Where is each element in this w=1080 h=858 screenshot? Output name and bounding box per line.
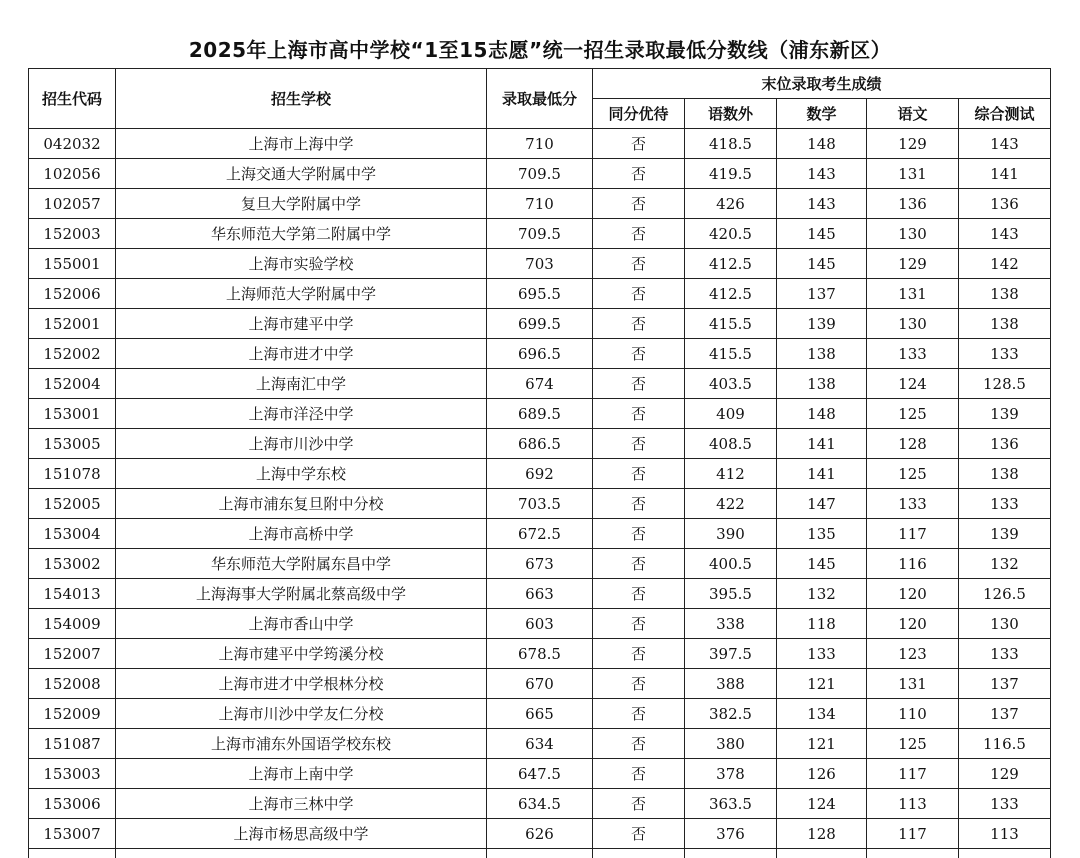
cell-min-score: 703.5 xyxy=(487,489,593,519)
cell-math: 137 xyxy=(777,279,867,309)
cell-tie-priority: 否 xyxy=(593,729,685,759)
cell-tie-priority: 否 xyxy=(593,129,685,159)
cell-chinese-math-english: 382.5 xyxy=(685,699,777,729)
cell-chinese: 125 xyxy=(867,399,959,429)
header-math: 数学 xyxy=(777,99,867,129)
table-row xyxy=(29,189,1051,219)
table-row xyxy=(29,219,1051,249)
cell-comprehensive: 142 xyxy=(959,249,1051,279)
cell-chinese-math-english: 422 xyxy=(685,489,777,519)
cell-school: 上海海事大学附属北蔡高级中学 xyxy=(116,579,487,609)
cell-comprehensive: 130 xyxy=(959,609,1051,639)
cell-math: 147 xyxy=(777,489,867,519)
cell-code: 152008 xyxy=(29,669,116,699)
cell-code: 102057 xyxy=(29,189,116,219)
cell-chinese-math-english: 412 xyxy=(685,459,777,489)
header-chinese: 语文 xyxy=(867,99,959,129)
cell-math: 145 xyxy=(777,549,867,579)
cell-math: 145 xyxy=(777,219,867,249)
header-tie-priority: 同分优待 xyxy=(593,99,685,129)
cell-comprehensive: 143 xyxy=(959,129,1051,159)
cell-chinese: 120 xyxy=(867,609,959,639)
cell-code: 042032 xyxy=(29,129,116,159)
cell-school: 华东师范大学附属东昌中学 xyxy=(116,549,487,579)
header-min-score: 录取最低分 xyxy=(487,69,593,129)
cell-tie-priority: 否 xyxy=(593,669,685,699)
cell-code: 102056 xyxy=(29,159,116,189)
cell-chinese-math-english: 418.5 xyxy=(685,129,777,159)
cell-code: 152004 xyxy=(29,369,116,399)
header-school: 招生学校 xyxy=(116,69,487,129)
cell-school: 上海市浦东复旦附中分校 xyxy=(116,489,487,519)
cell-code: 154009 xyxy=(29,609,116,639)
cell-school: 上海市香山中学 xyxy=(116,609,487,639)
cell-math: 118 xyxy=(777,609,867,639)
cell-chinese: 129 xyxy=(867,249,959,279)
cell-chinese-math-english: 426 xyxy=(685,189,777,219)
cell-school: 上海南汇中学 xyxy=(116,369,487,399)
cell-min-score: 689.5 xyxy=(487,399,593,429)
table-row xyxy=(29,159,1051,189)
cell-code: 153004 xyxy=(29,519,116,549)
cell-min-score: 678.5 xyxy=(487,639,593,669)
cell-chinese-math-english: 380 xyxy=(685,729,777,759)
cell-chinese-math-english: 395.5 xyxy=(685,579,777,609)
cell-tie-priority: 否 xyxy=(593,369,685,399)
cell-tie-priority: 否 xyxy=(593,819,685,849)
cell-math: 121 xyxy=(777,729,867,759)
table-row xyxy=(29,129,1051,159)
cell-math: 133 xyxy=(777,639,867,669)
cell-comprehensive: 133 xyxy=(959,339,1051,369)
cell-min-score: 634 xyxy=(487,729,593,759)
cell-chinese-math-english: 378 xyxy=(685,759,777,789)
header-comprehensive: 综合测试 xyxy=(959,99,1051,129)
cell-empty xyxy=(29,849,116,858)
cell-school: 上海市上海中学 xyxy=(116,129,487,159)
cell-chinese-math-english: 412.5 xyxy=(685,279,777,309)
cell-tie-priority: 否 xyxy=(593,279,685,309)
cell-empty xyxy=(487,849,593,858)
cell-min-score: 663 xyxy=(487,579,593,609)
cell-empty xyxy=(116,849,487,858)
cell-comprehensive: 113 xyxy=(959,819,1051,849)
cell-chinese-math-english: 363.5 xyxy=(685,789,777,819)
cell-chinese-math-english: 400.5 xyxy=(685,549,777,579)
table-row xyxy=(29,339,1051,369)
table-row xyxy=(29,489,1051,519)
cell-comprehensive: 129 xyxy=(959,759,1051,789)
cell-comprehensive: 137 xyxy=(959,669,1051,699)
cell-code: 151078 xyxy=(29,459,116,489)
cell-min-score: 626 xyxy=(487,819,593,849)
cell-tie-priority: 否 xyxy=(593,639,685,669)
cell-chinese: 129 xyxy=(867,129,959,159)
cell-code: 153002 xyxy=(29,549,116,579)
cell-min-score: 692 xyxy=(487,459,593,489)
cell-min-score: 670 xyxy=(487,669,593,699)
cell-comprehensive: 138 xyxy=(959,459,1051,489)
cell-school: 上海交通大学附属中学 xyxy=(116,159,487,189)
header-code: 招生代码 xyxy=(29,69,116,129)
cell-math: 145 xyxy=(777,249,867,279)
cell-tie-priority: 否 xyxy=(593,549,685,579)
cell-math: 138 xyxy=(777,339,867,369)
cell-school: 上海师范大学附属中学 xyxy=(116,279,487,309)
cell-school: 上海市高桥中学 xyxy=(116,519,487,549)
cell-code: 155001 xyxy=(29,249,116,279)
table-row-partial xyxy=(29,849,1051,858)
cell-school: 上海市川沙中学友仁分校 xyxy=(116,699,487,729)
cell-chinese: 130 xyxy=(867,309,959,339)
cell-chinese: 131 xyxy=(867,159,959,189)
cell-comprehensive: 136 xyxy=(959,429,1051,459)
cell-chinese: 128 xyxy=(867,429,959,459)
cell-code: 151087 xyxy=(29,729,116,759)
cell-chinese: 113 xyxy=(867,789,959,819)
cell-min-score: 709.5 xyxy=(487,159,593,189)
cell-chinese-math-english: 415.5 xyxy=(685,309,777,339)
cell-code: 152001 xyxy=(29,309,116,339)
cell-min-score: 647.5 xyxy=(487,759,593,789)
cell-school: 上海市上南中学 xyxy=(116,759,487,789)
cell-chinese: 116 xyxy=(867,549,959,579)
cell-min-score: 603 xyxy=(487,609,593,639)
cell-school: 复旦大学附属中学 xyxy=(116,189,487,219)
cell-tie-priority: 否 xyxy=(593,699,685,729)
cell-math: 143 xyxy=(777,159,867,189)
cell-math: 138 xyxy=(777,369,867,399)
cell-min-score: 709.5 xyxy=(487,219,593,249)
cell-min-score: 634.5 xyxy=(487,789,593,819)
cell-tie-priority: 否 xyxy=(593,759,685,789)
table-row xyxy=(29,579,1051,609)
cell-tie-priority: 否 xyxy=(593,189,685,219)
cell-empty xyxy=(777,849,867,858)
cell-math: 124 xyxy=(777,789,867,819)
cell-min-score: 703 xyxy=(487,249,593,279)
cell-math: 143 xyxy=(777,189,867,219)
cell-chinese-math-english: 388 xyxy=(685,669,777,699)
cell-empty xyxy=(867,849,959,858)
cell-code: 152005 xyxy=(29,489,116,519)
cell-chinese: 125 xyxy=(867,459,959,489)
cell-chinese: 117 xyxy=(867,759,959,789)
cell-school: 上海市川沙中学 xyxy=(116,429,487,459)
cell-chinese: 131 xyxy=(867,279,959,309)
cell-tie-priority: 否 xyxy=(593,339,685,369)
cell-empty xyxy=(685,849,777,858)
cell-math: 135 xyxy=(777,519,867,549)
table-row xyxy=(29,699,1051,729)
cell-chinese-math-english: 412.5 xyxy=(685,249,777,279)
cell-chinese: 131 xyxy=(867,669,959,699)
table-row xyxy=(29,309,1051,339)
cell-school: 上海市三林中学 xyxy=(116,789,487,819)
cell-school: 上海市洋泾中学 xyxy=(116,399,487,429)
cell-tie-priority: 否 xyxy=(593,579,685,609)
table-body xyxy=(29,129,1051,858)
cell-school: 上海中学东校 xyxy=(116,459,487,489)
cell-school: 上海市进才中学根林分校 xyxy=(116,669,487,699)
cell-code: 153007 xyxy=(29,819,116,849)
cell-school: 上海市杨思高级中学 xyxy=(116,819,487,849)
cell-comprehensive: 139 xyxy=(959,399,1051,429)
cell-tie-priority: 否 xyxy=(593,219,685,249)
table-row xyxy=(29,369,1051,399)
cell-chinese: 133 xyxy=(867,489,959,519)
cell-chinese-math-english: 408.5 xyxy=(685,429,777,459)
cell-code: 153003 xyxy=(29,759,116,789)
cell-school: 上海市进才中学 xyxy=(116,339,487,369)
cell-school: 上海市建平中学筠溪分校 xyxy=(116,639,487,669)
document-title: 2025年上海市高中学校“1至15志愿”统一招生录取最低分数线（浦东新区） xyxy=(188,38,892,62)
table-row xyxy=(29,759,1051,789)
cell-min-score: 672.5 xyxy=(487,519,593,549)
cell-comprehensive: 132 xyxy=(959,549,1051,579)
table-row xyxy=(29,459,1051,489)
cell-min-score: 695.5 xyxy=(487,279,593,309)
cell-min-score: 710 xyxy=(487,189,593,219)
cell-code: 152003 xyxy=(29,219,116,249)
cell-tie-priority: 否 xyxy=(593,459,685,489)
cell-school: 上海市实验学校 xyxy=(116,249,487,279)
cell-math: 134 xyxy=(777,699,867,729)
cell-chinese-math-english: 420.5 xyxy=(685,219,777,249)
cell-tie-priority: 否 xyxy=(593,429,685,459)
cell-min-score: 710 xyxy=(487,129,593,159)
cell-comprehensive: 136 xyxy=(959,189,1051,219)
cell-math: 139 xyxy=(777,309,867,339)
cell-chinese-math-english: 403.5 xyxy=(685,369,777,399)
cell-code: 154013 xyxy=(29,579,116,609)
cell-school: 华东师范大学第二附属中学 xyxy=(116,219,487,249)
table-row xyxy=(29,549,1051,579)
cell-code: 152007 xyxy=(29,639,116,669)
table-row xyxy=(29,789,1051,819)
cell-comprehensive: 138 xyxy=(959,309,1051,339)
cell-code: 152006 xyxy=(29,279,116,309)
cell-min-score: 665 xyxy=(487,699,593,729)
cell-min-score: 686.5 xyxy=(487,429,593,459)
cell-math: 141 xyxy=(777,429,867,459)
header-last-admitted-group: 末位录取考生成绩 xyxy=(593,69,1051,99)
cell-min-score: 699.5 xyxy=(487,309,593,339)
cell-comprehensive: 139 xyxy=(959,519,1051,549)
cell-tie-priority: 否 xyxy=(593,609,685,639)
cell-code: 152002 xyxy=(29,339,116,369)
table-row xyxy=(29,669,1051,699)
cell-comprehensive: 133 xyxy=(959,639,1051,669)
cell-comprehensive: 116.5 xyxy=(959,729,1051,759)
cell-min-score: 673 xyxy=(487,549,593,579)
cell-school: 上海市建平中学 xyxy=(116,309,487,339)
cell-comprehensive: 143 xyxy=(959,219,1051,249)
cell-chinese: 110 xyxy=(867,699,959,729)
cell-empty xyxy=(959,849,1051,858)
table-row xyxy=(29,279,1051,309)
cell-tie-priority: 否 xyxy=(593,309,685,339)
cell-math: 126 xyxy=(777,759,867,789)
cell-chinese: 120 xyxy=(867,579,959,609)
cell-chinese-math-english: 415.5 xyxy=(685,339,777,369)
table-row xyxy=(29,609,1051,639)
cell-code: 153005 xyxy=(29,429,116,459)
cell-math: 141 xyxy=(777,459,867,489)
cell-empty xyxy=(593,849,685,858)
cell-tie-priority: 否 xyxy=(593,519,685,549)
cell-comprehensive: 126.5 xyxy=(959,579,1051,609)
cell-school: 上海市浦东外国语学校东校 xyxy=(116,729,487,759)
cell-comprehensive: 133 xyxy=(959,489,1051,519)
cell-tie-priority: 否 xyxy=(593,159,685,189)
cell-chinese: 136 xyxy=(867,189,959,219)
cell-tie-priority: 否 xyxy=(593,399,685,429)
cell-comprehensive: 138 xyxy=(959,279,1051,309)
cell-tie-priority: 否 xyxy=(593,789,685,819)
table-row xyxy=(29,639,1051,669)
table-row xyxy=(29,729,1051,759)
cell-chinese: 123 xyxy=(867,639,959,669)
table-row xyxy=(29,519,1051,549)
cell-chinese: 133 xyxy=(867,339,959,369)
cell-chinese: 117 xyxy=(867,819,959,849)
cell-comprehensive: 133 xyxy=(959,789,1051,819)
cell-chinese: 130 xyxy=(867,219,959,249)
table-row xyxy=(29,249,1051,279)
cell-chinese-math-english: 390 xyxy=(685,519,777,549)
table-row xyxy=(29,399,1051,429)
cell-comprehensive: 128.5 xyxy=(959,369,1051,399)
cell-chinese: 125 xyxy=(867,729,959,759)
admission-score-table xyxy=(28,68,1051,858)
cell-chinese-math-english: 409 xyxy=(685,399,777,429)
cell-code: 152009 xyxy=(29,699,116,729)
cell-code: 153001 xyxy=(29,399,116,429)
cell-chinese-math-english: 419.5 xyxy=(685,159,777,189)
cell-math: 128 xyxy=(777,819,867,849)
cell-min-score: 674 xyxy=(487,369,593,399)
cell-chinese: 117 xyxy=(867,519,959,549)
cell-math: 132 xyxy=(777,579,867,609)
cell-comprehensive: 137 xyxy=(959,699,1051,729)
cell-comprehensive: 141 xyxy=(959,159,1051,189)
cell-math: 148 xyxy=(777,129,867,159)
cell-min-score: 696.5 xyxy=(487,339,593,369)
cell-chinese-math-english: 338 xyxy=(685,609,777,639)
cell-math: 121 xyxy=(777,669,867,699)
cell-chinese-math-english: 397.5 xyxy=(685,639,777,669)
table-row xyxy=(29,819,1051,849)
cell-math: 148 xyxy=(777,399,867,429)
cell-chinese: 124 xyxy=(867,369,959,399)
cell-code: 153006 xyxy=(29,789,116,819)
table-row xyxy=(29,429,1051,459)
cell-tie-priority: 否 xyxy=(593,249,685,279)
cell-chinese-math-english: 376 xyxy=(685,819,777,849)
cell-tie-priority: 否 xyxy=(593,489,685,519)
header-chinese-math-english: 语数外 xyxy=(685,99,777,129)
